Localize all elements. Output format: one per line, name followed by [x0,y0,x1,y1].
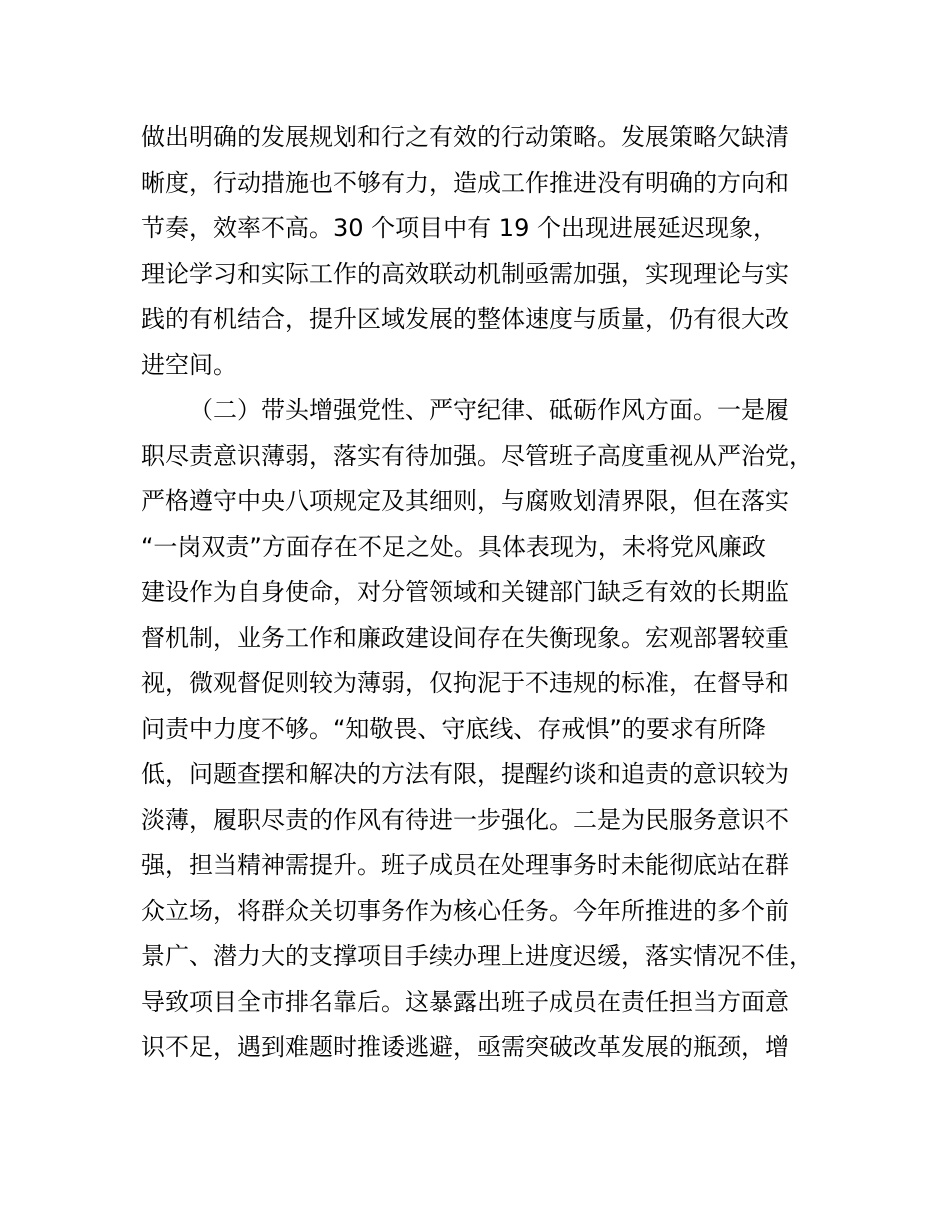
text-line: 淡薄，履职尽责的作风有待进一步强化。二是为民服务意识不 [141,805,789,834]
text-line: 识不足，遇到难题时推诿逃避，亟需突破改革发展的瓶颈，增 [141,1033,789,1061]
document-body [141,115,831,1071]
paragraph-2 [141,388,831,1071]
text-line: 强，担当精神需提升。班子成员在处理事务时未能彻底站在群 [141,851,789,879]
text-line: 视，微观督促则较为薄弱，仅拘泥于不违规的标准，在督导和 [141,669,789,697]
text-line: 晰度，行动措施也不够有力，造成工作推进没有明确的方向和 [141,168,789,197]
text-line: 节奏，效率不高。30 个项目中有 19 个出现进展延迟现象， [141,214,777,242]
text-line: 严格遵守中央八项规定及其细则，与腐败划清界限，但在落实 [141,487,789,515]
text-line: 众立场，将群众关切事务作为核心任务。今年所推进的多个前 [141,896,789,925]
text-line: 建设作为自身使命，对分管领域和关键部门缺乏有效的长期监 [141,578,789,606]
text-line: 践的有机结合，提升区域发展的整体速度与质量，仍有很大改 [141,305,789,333]
text-line: 导致项目全市排名靠后。这暴露出班子成员在责任担当方面意 [141,987,789,1016]
text-line: “一岗双责”方面存在不足之处。具体表现为，未将党风廉政 [141,532,766,561]
text-line: 职尽责意识薄弱，落实有待加强。尽管班子高度重视从严治党， [141,441,813,470]
text-line: 景广、潜力大的支撑项目手续办理上进度迟缓，落实情况不佳， [141,942,813,970]
text-line: 督机制，业务工作和廉政建设间存在失衡现象。宏观部署较重 [141,623,789,652]
text-line: 进空间。 [141,350,237,379]
text-line: 问责中力度不够。“知敬畏、守底线、存戒惧”的要求有所降 [141,714,766,743]
text-line: 理论学习和实际工作的高效联动机制亟需加强，实现理论与实 [141,259,789,288]
text-line: 做出明确的发展规划和行之有效的行动策略。发展策略欠缺清 [141,123,789,151]
text-line: 低，问题查摆和解决的方法有限，提醒约谈和追责的意识较为 [141,760,789,788]
text-line: （二）带头增强党性、严守纪律、砥砺作风方面。一是履 [189,396,789,424]
paragraph-1 [141,115,831,388]
